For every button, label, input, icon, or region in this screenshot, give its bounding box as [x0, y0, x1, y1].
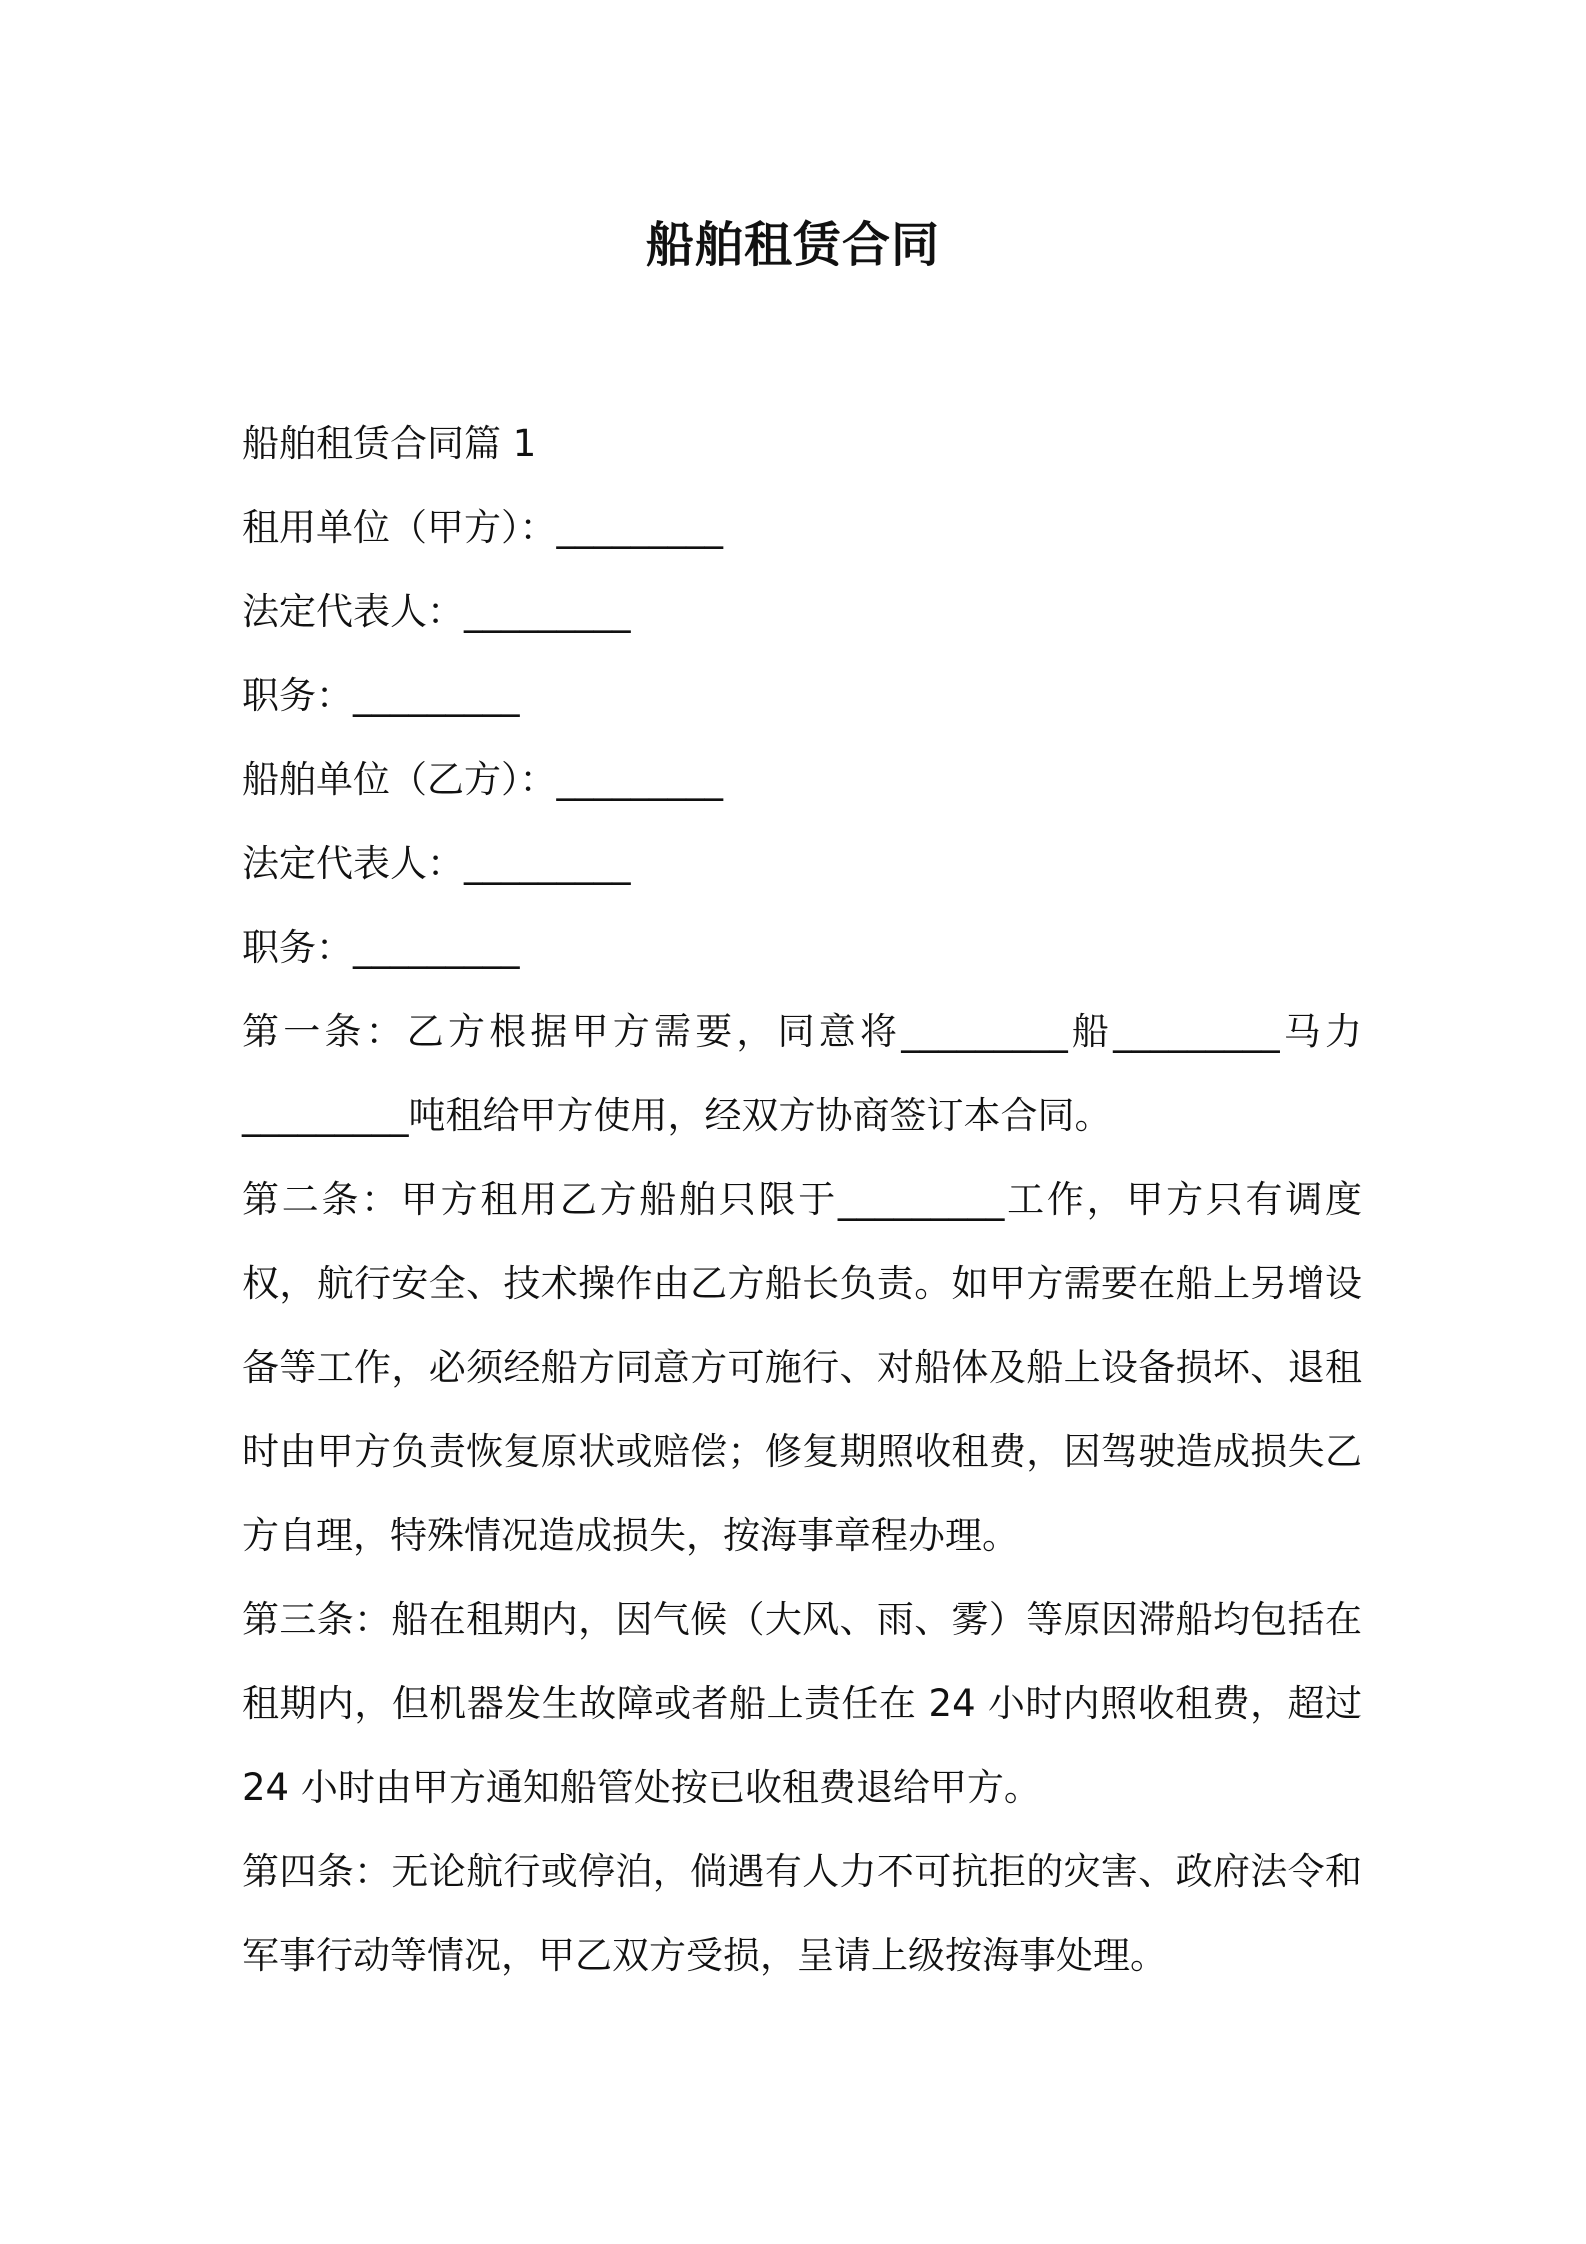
section-heading: 船舶租赁合同篇 1: [242, 422, 537, 465]
field-lessee-representative: 法定代表人：_________: [242, 590, 631, 633]
field-lessor-unit: 船舶单位（乙方）：_________: [242, 758, 723, 801]
field-lessee-position: 职务：_________: [242, 674, 520, 717]
document-title: 船舶租赁合同: [645, 217, 940, 273]
field-lessor-position: 职务：_________: [242, 926, 520, 969]
clause-2: 第二条：甲方租用乙方船舶只限于_________工作，甲方只有调度权，航行安全、技术操作由乙方船长负责。如甲方需要在船上另增设备等工作，必须经船方同意方可施行、对船体及船上设备损坏、退租时由甲方负责恢复原状或赔偿；修复期照收租费，因驾驶造成损失乙方自理，特殊情况造成损失，按海事章程办理。: [242, 1178, 1362, 1557]
field-lessee-unit: 租用单位（甲方）：_________: [242, 506, 723, 549]
clause-3: 第三条：船在租期内，因气候（大风、雨、雾）等原因滞船均包括在租期内，但机器发生故障或者船上责任在 24 小时内照收租费，超过 24 小时由甲方通知船管处按已收租费退给甲方。: [242, 1598, 1362, 1809]
field-lessor-representative: 法定代表人：_________: [242, 842, 631, 885]
clause-1: 第一条：乙方根据甲方需要，同意将_________船_________马力_________吨租给甲方使用，经双方协商签订本合同。: [242, 1010, 1362, 1137]
document-body: [242, 402, 1362, 1998]
clause-4: 第四条：无论航行或停泊，倘遇有人力不可抗拒的灾害、政府法令和军事行动等情况，甲乙双方受损，呈请上级按海事处理。: [242, 1850, 1362, 1977]
